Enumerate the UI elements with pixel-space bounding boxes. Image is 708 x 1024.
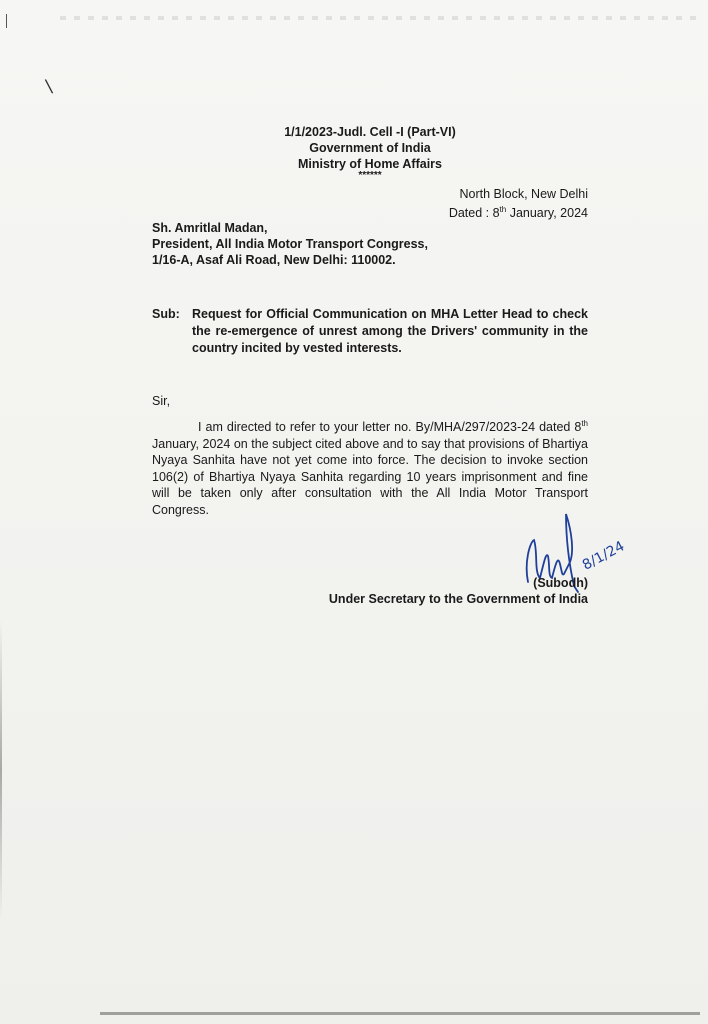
subject-block — [152, 306, 588, 357]
header-stars: ****** — [358, 170, 382, 181]
letter-header — [180, 124, 560, 180]
addressee-name: Sh. Amritlal Madan, — [152, 221, 268, 235]
place-date-block — [449, 186, 588, 221]
addressee-address: 1/16-A, Asaf Ali Road, New Delhi: 110002. — [152, 253, 396, 267]
signatory-name: (Subodh) — [533, 576, 588, 590]
signatory-title: Under Secretary to the Government of India — [328, 592, 588, 606]
margin-mark — [6, 14, 7, 28]
letter-body: I am directed to refer to your letter no. By/MHA/297/2023-24 dated 8th January, 2024 on the subject cited above and to say that provisions of Bhartiya Nyaya Sanhita have not yet come into force. The decision to invoke section 106(2) of Bhartiya Nyaya Sanhita regarding 10 years imprisonment and fine will be taken only after consultation with the All India Motor Transport Congress. — [152, 419, 588, 517]
scan-artifact-left — [0, 620, 2, 920]
ministry-line: Ministry of Home Affairs — [297, 157, 442, 171]
subject-text: Request for Official Communication on MHA Letter Head to check the re-emergence of unrest among the Drivers' community in the country incited by vested interests. — [192, 307, 588, 355]
subject-label: Sub: — [152, 307, 180, 321]
scan-artifact-bottom — [100, 1012, 700, 1015]
scan-artifact-top — [60, 16, 700, 20]
government-line: Government of India — [309, 141, 431, 155]
addressee-designation: President, All India Motor Transport Congress, — [152, 237, 428, 251]
salutation: Sir, — [152, 394, 171, 408]
date: Dated : 8th January, 2024 — [448, 205, 588, 221]
place: North Block, New Delhi — [459, 187, 588, 201]
signature-date: 8/1/24 — [579, 538, 628, 574]
pen-mark: \ — [44, 75, 54, 98]
addressee-block — [152, 220, 428, 268]
reference-number: 1/1/2023-Judl. Cell -I (Part-VI) — [284, 125, 456, 139]
